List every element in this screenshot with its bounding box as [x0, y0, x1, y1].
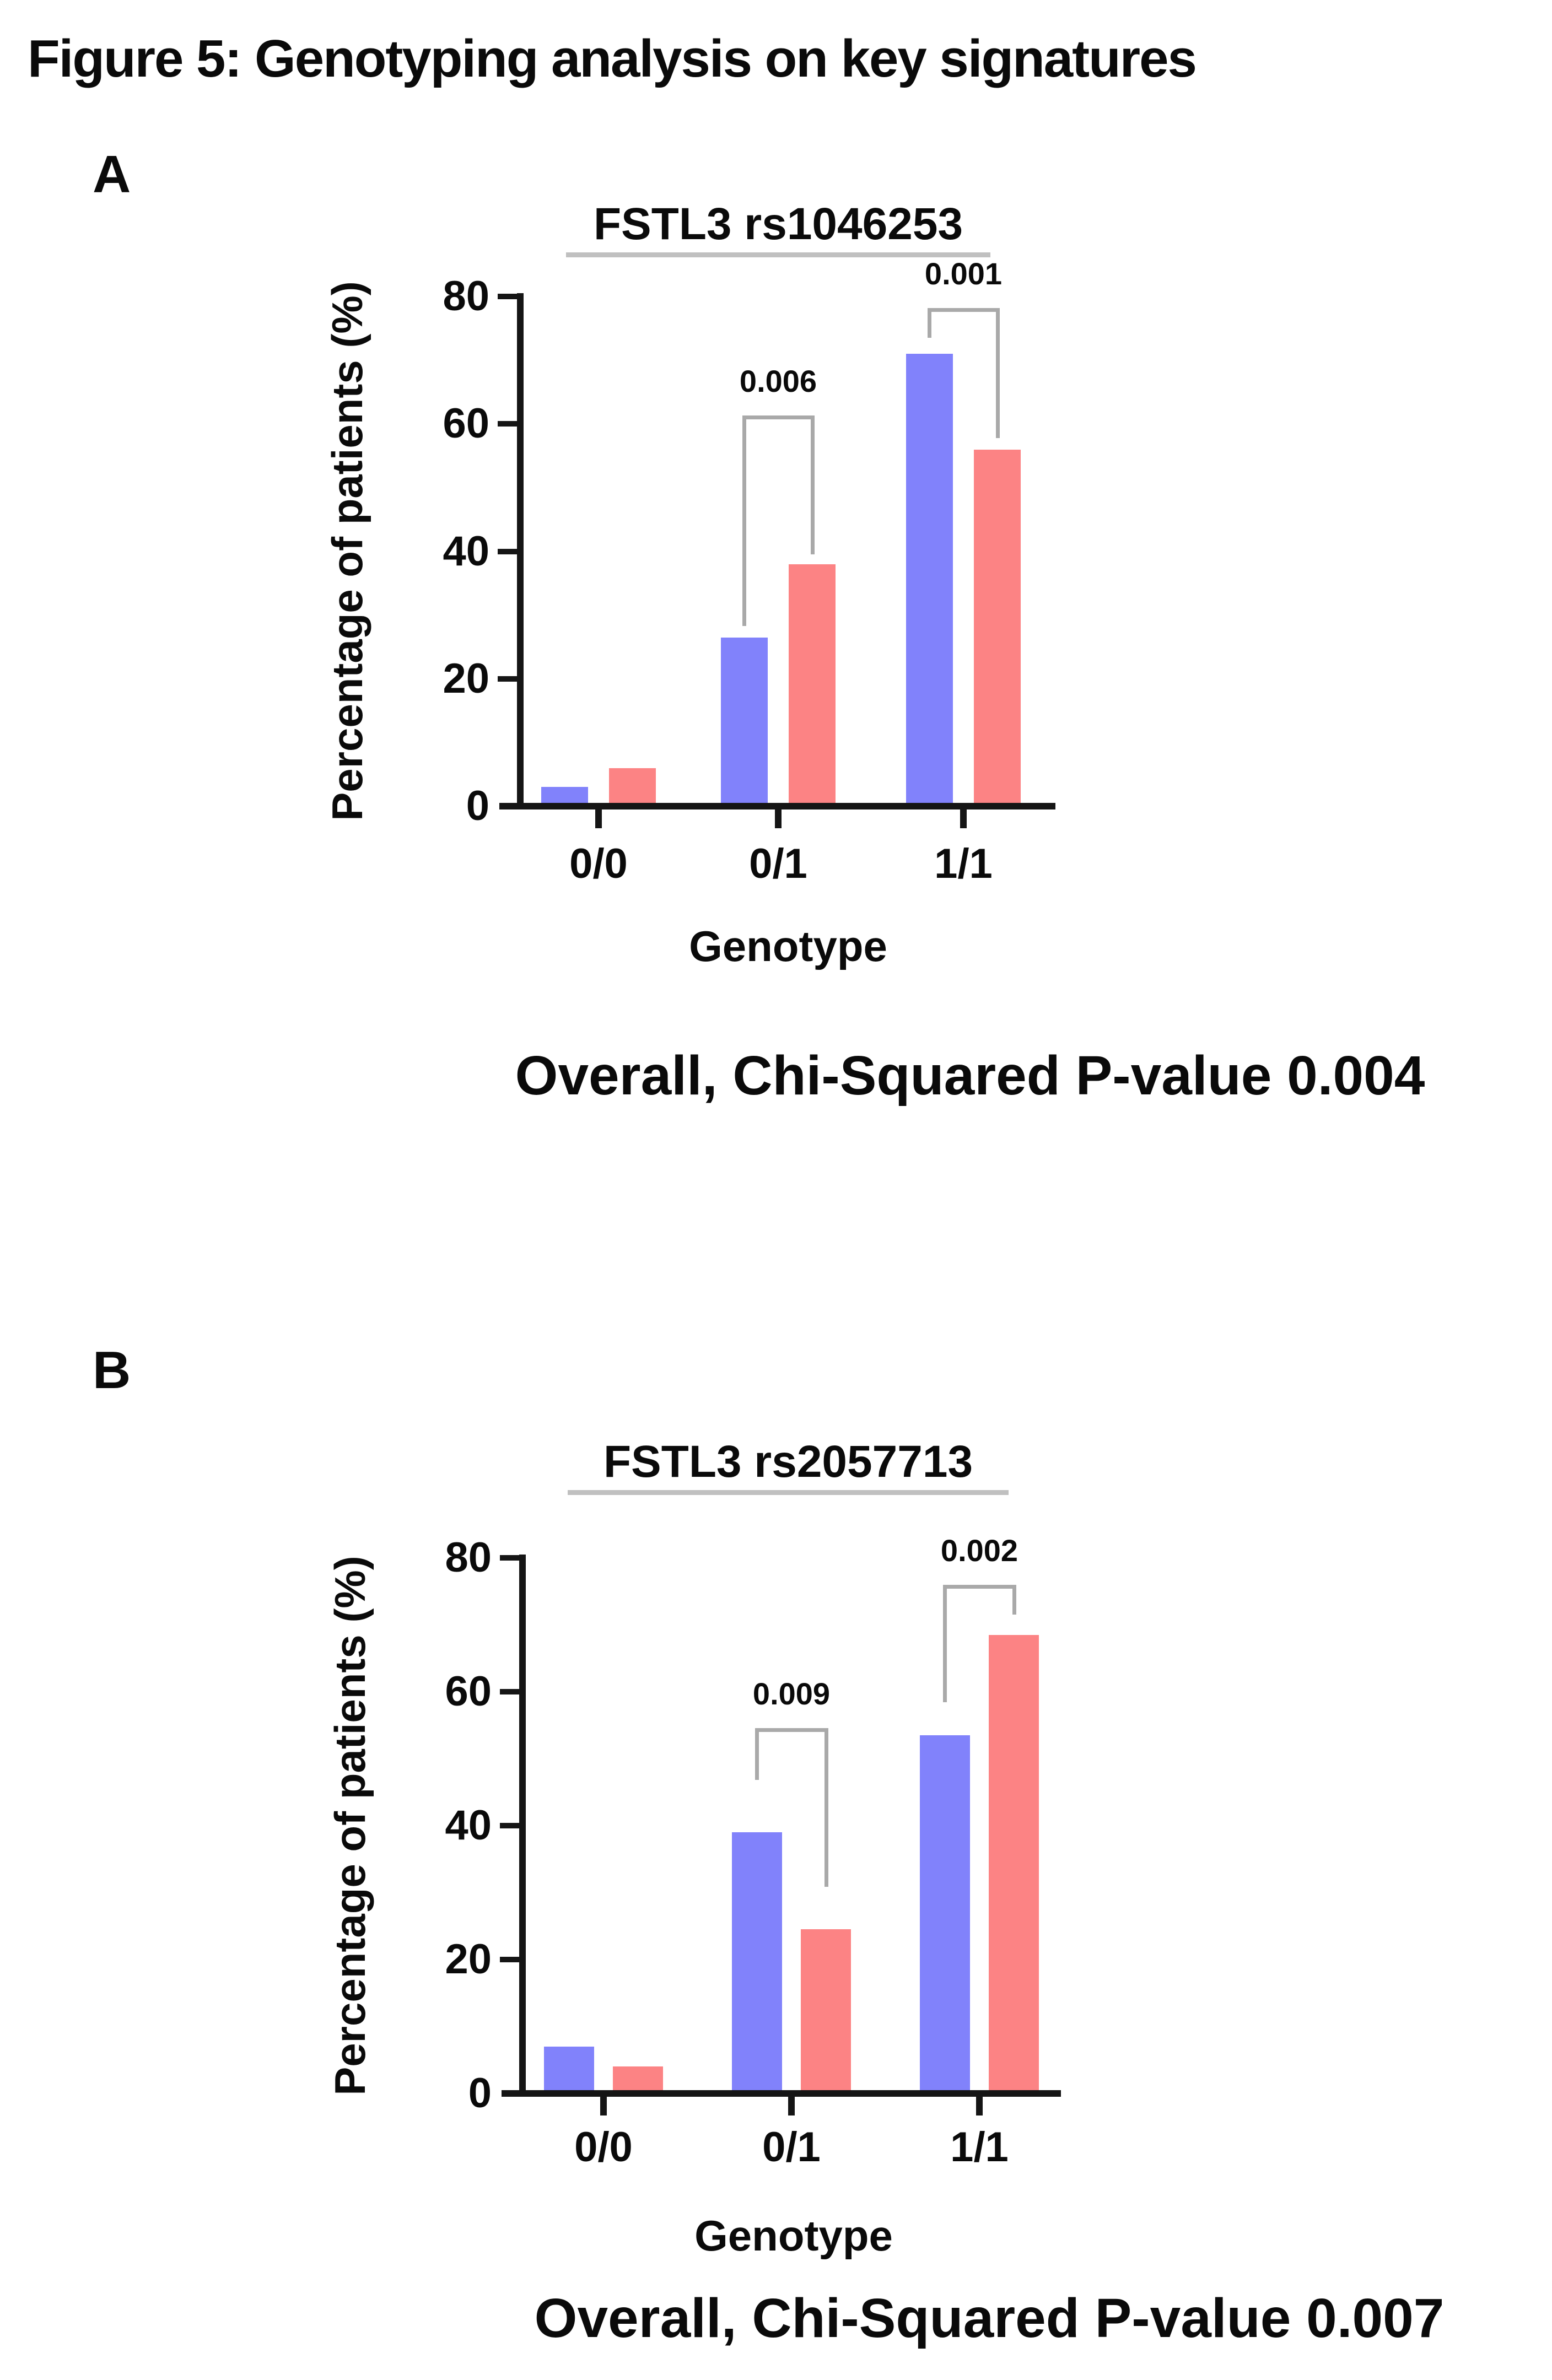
y-tick-label: 80	[445, 1534, 492, 1581]
y-tick-label: 20	[445, 1936, 492, 1983]
significance-bracket-left	[928, 308, 931, 338]
y-tick-label: 0	[466, 782, 489, 829]
significance-bracket-top	[755, 1728, 828, 1732]
bar-red-0-1	[789, 564, 836, 806]
x-tick	[600, 2097, 607, 2115]
bar-blue-0-1	[721, 638, 768, 806]
significance-label: 0.002	[940, 1533, 1018, 1568]
chart-a-title: FSTL3 rs1046253	[566, 199, 990, 257]
bar-red-0-0	[613, 2066, 663, 2093]
panel-a-label: A	[93, 145, 131, 204]
y-tick-label: 40	[445, 1802, 492, 1849]
significance-bracket-left	[755, 1728, 759, 1780]
y-tick	[500, 1957, 519, 1962]
chart-a-y-axis-label: Percentage of patients (%)	[323, 281, 371, 821]
bar-blue-0-0	[544, 2047, 594, 2093]
x-tick	[595, 809, 602, 828]
significance-label: 0.001	[924, 256, 1003, 292]
significance-bracket-right	[824, 1728, 828, 1886]
bar-red-1-1	[989, 1635, 1039, 2093]
bar-blue-0-1	[732, 1832, 782, 2093]
chart-b-y-axis-label: Percentage of patients (%)	[326, 1556, 374, 2096]
significance-bracket-top	[742, 415, 815, 419]
y-tick	[498, 549, 517, 554]
x-axis-line	[502, 2090, 1061, 2097]
panel-b-label: B	[93, 1341, 131, 1400]
bar-blue-1-1	[906, 354, 953, 806]
chart-b-overall-pvalue: Overall, Chi-Squared P-value 0.007	[534, 2287, 1445, 2349]
y-tick	[498, 421, 517, 427]
y-tick	[500, 1823, 519, 1828]
y-tick	[498, 294, 517, 299]
y-axis-line	[517, 293, 524, 809]
x-category-label: 0/1	[749, 840, 807, 887]
bar-blue-1-1	[920, 1735, 970, 2093]
bar-red-0-1	[801, 1929, 851, 2093]
x-tick	[960, 809, 967, 828]
x-category-label: 0/0	[569, 840, 628, 887]
x-tick	[976, 2097, 983, 2115]
y-tick	[498, 676, 517, 682]
x-category-label: 0/0	[574, 2124, 633, 2171]
x-tick	[775, 809, 782, 828]
significance-bracket-right	[996, 308, 1000, 438]
x-category-label: 1/1	[934, 840, 993, 887]
chart-a-x-axis-label: Genotype	[689, 922, 887, 970]
y-tick-label: 80	[443, 273, 489, 320]
y-tick	[500, 1689, 519, 1694]
x-tick	[788, 2097, 795, 2115]
significance-bracket-top	[928, 308, 1000, 312]
bar-red-1-1	[974, 450, 1021, 807]
chart-a-overall-pvalue: Overall, Chi-Squared P-value 0.004	[515, 1045, 1425, 1107]
chart-b-title: FSTL3 rs2057713	[568, 1437, 1009, 1495]
y-tick-label: 60	[443, 400, 489, 447]
x-axis-line	[499, 803, 1055, 809]
x-category-label: 1/1	[950, 2124, 1009, 2171]
y-tick-label: 0	[468, 2070, 492, 2117]
significance-bracket-top	[943, 1585, 1016, 1589]
figure-title: Figure 5: Genotyping analysis on key signatures	[28, 29, 1196, 88]
significance-bracket-right	[1012, 1585, 1016, 1615]
x-category-label: 0/1	[762, 2124, 821, 2171]
y-tick-label: 60	[445, 1668, 492, 1715]
significance-label: 0.006	[739, 363, 817, 398]
y-tick-label: 20	[443, 655, 489, 702]
significance-label: 0.009	[752, 1676, 831, 1712]
significance-bracket-left	[943, 1585, 947, 1702]
significance-bracket-right	[811, 415, 815, 555]
chart-b-x-axis-label: Genotype	[694, 2211, 893, 2260]
significance-bracket-left	[742, 415, 746, 626]
y-tick-label: 40	[443, 527, 489, 575]
bar-blue-0-0	[541, 787, 588, 806]
bar-red-0-0	[609, 768, 656, 806]
y-tick	[500, 1555, 519, 1561]
y-axis-line	[519, 1555, 526, 2097]
